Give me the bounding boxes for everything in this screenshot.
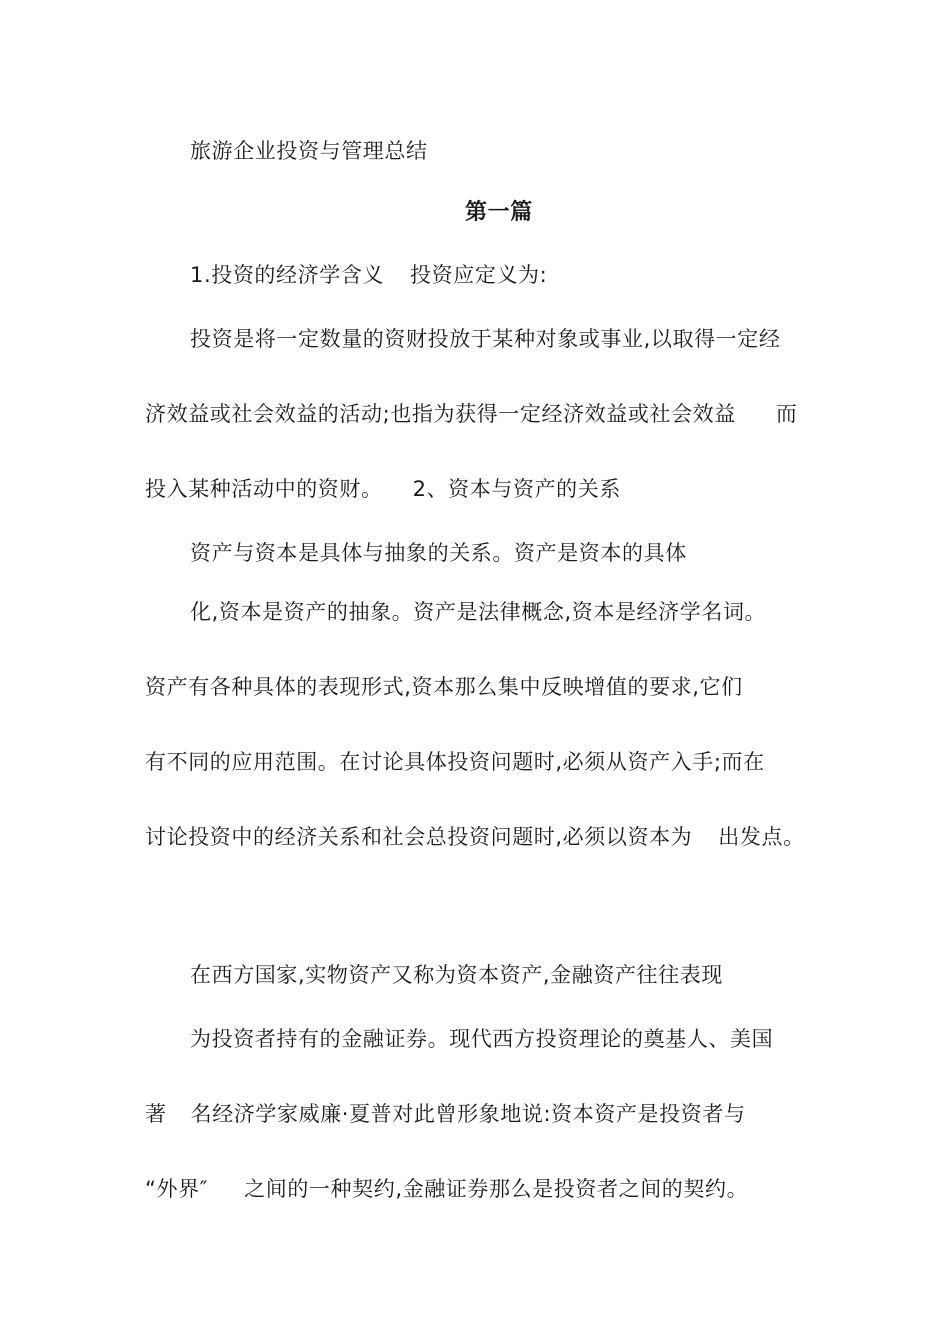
paragraph-line: 资产有各种具体的表现形式,资本那么集中反映增值的要求,它们 — [145, 675, 743, 699]
paragraph-line — [145, 1175, 748, 1203]
line-text: 名经济学家威廉·夏普对此曾形象地说:资本资产是投资者与 — [190, 1102, 746, 1126]
line-text: 而 — [775, 402, 798, 426]
paragraph-line: 投资是将一定数量的资财投放于某种对象或事业,以取得一定经 — [190, 327, 781, 351]
section-heading: 第一篇 — [465, 200, 533, 225]
line-text: 著 — [145, 1102, 167, 1126]
paragraph-line: 化,资本是资产的抽象。资产是法律概念,资本是经济学名词。 — [190, 600, 767, 624]
line-text: 2、资本与资产的关系 — [412, 477, 621, 501]
paragraph-line — [145, 400, 797, 428]
line-text: 投入某种活动中的资财。 — [145, 477, 383, 501]
paragraph-line — [145, 823, 805, 851]
line-text: 之间的一种契约,金融证券那么是投资者之间的契约。 — [244, 1177, 749, 1201]
line-text: 1.投资的经济学含义 — [190, 263, 385, 287]
paragraph-line: 资产与资本是具体与抽象的关系。资产是资本的具体 — [190, 541, 687, 565]
paragraph-line: 在西方国家,实物资产又称为资本资产,金融资产往往表现 — [190, 963, 723, 987]
document-title: 旅游企业投资与管理总结 — [190, 139, 428, 163]
line-text: 出发点。 — [718, 825, 805, 849]
paragraph-line — [145, 1100, 746, 1128]
line-text: 讨论投资中的经济关系和社会总投资问题时,必须以资本为 — [145, 825, 693, 849]
line-text: 投资应定义为: — [410, 263, 548, 287]
line-text: “外界″ — [145, 1177, 209, 1201]
paragraph-line: 有不同的应用范围。在讨论具体投资问题时,必须从资产入手;而在 — [145, 750, 765, 774]
paragraph-line — [190, 261, 547, 289]
paragraph-line — [145, 475, 621, 503]
paragraph-line: 为投资者持有的金融证券。现代西方投资理论的奠基人、美国 — [190, 1027, 774, 1051]
line-text: 济效益或社会效益的活动;也指为获得一定经济效益或社会效益 — [145, 402, 736, 426]
